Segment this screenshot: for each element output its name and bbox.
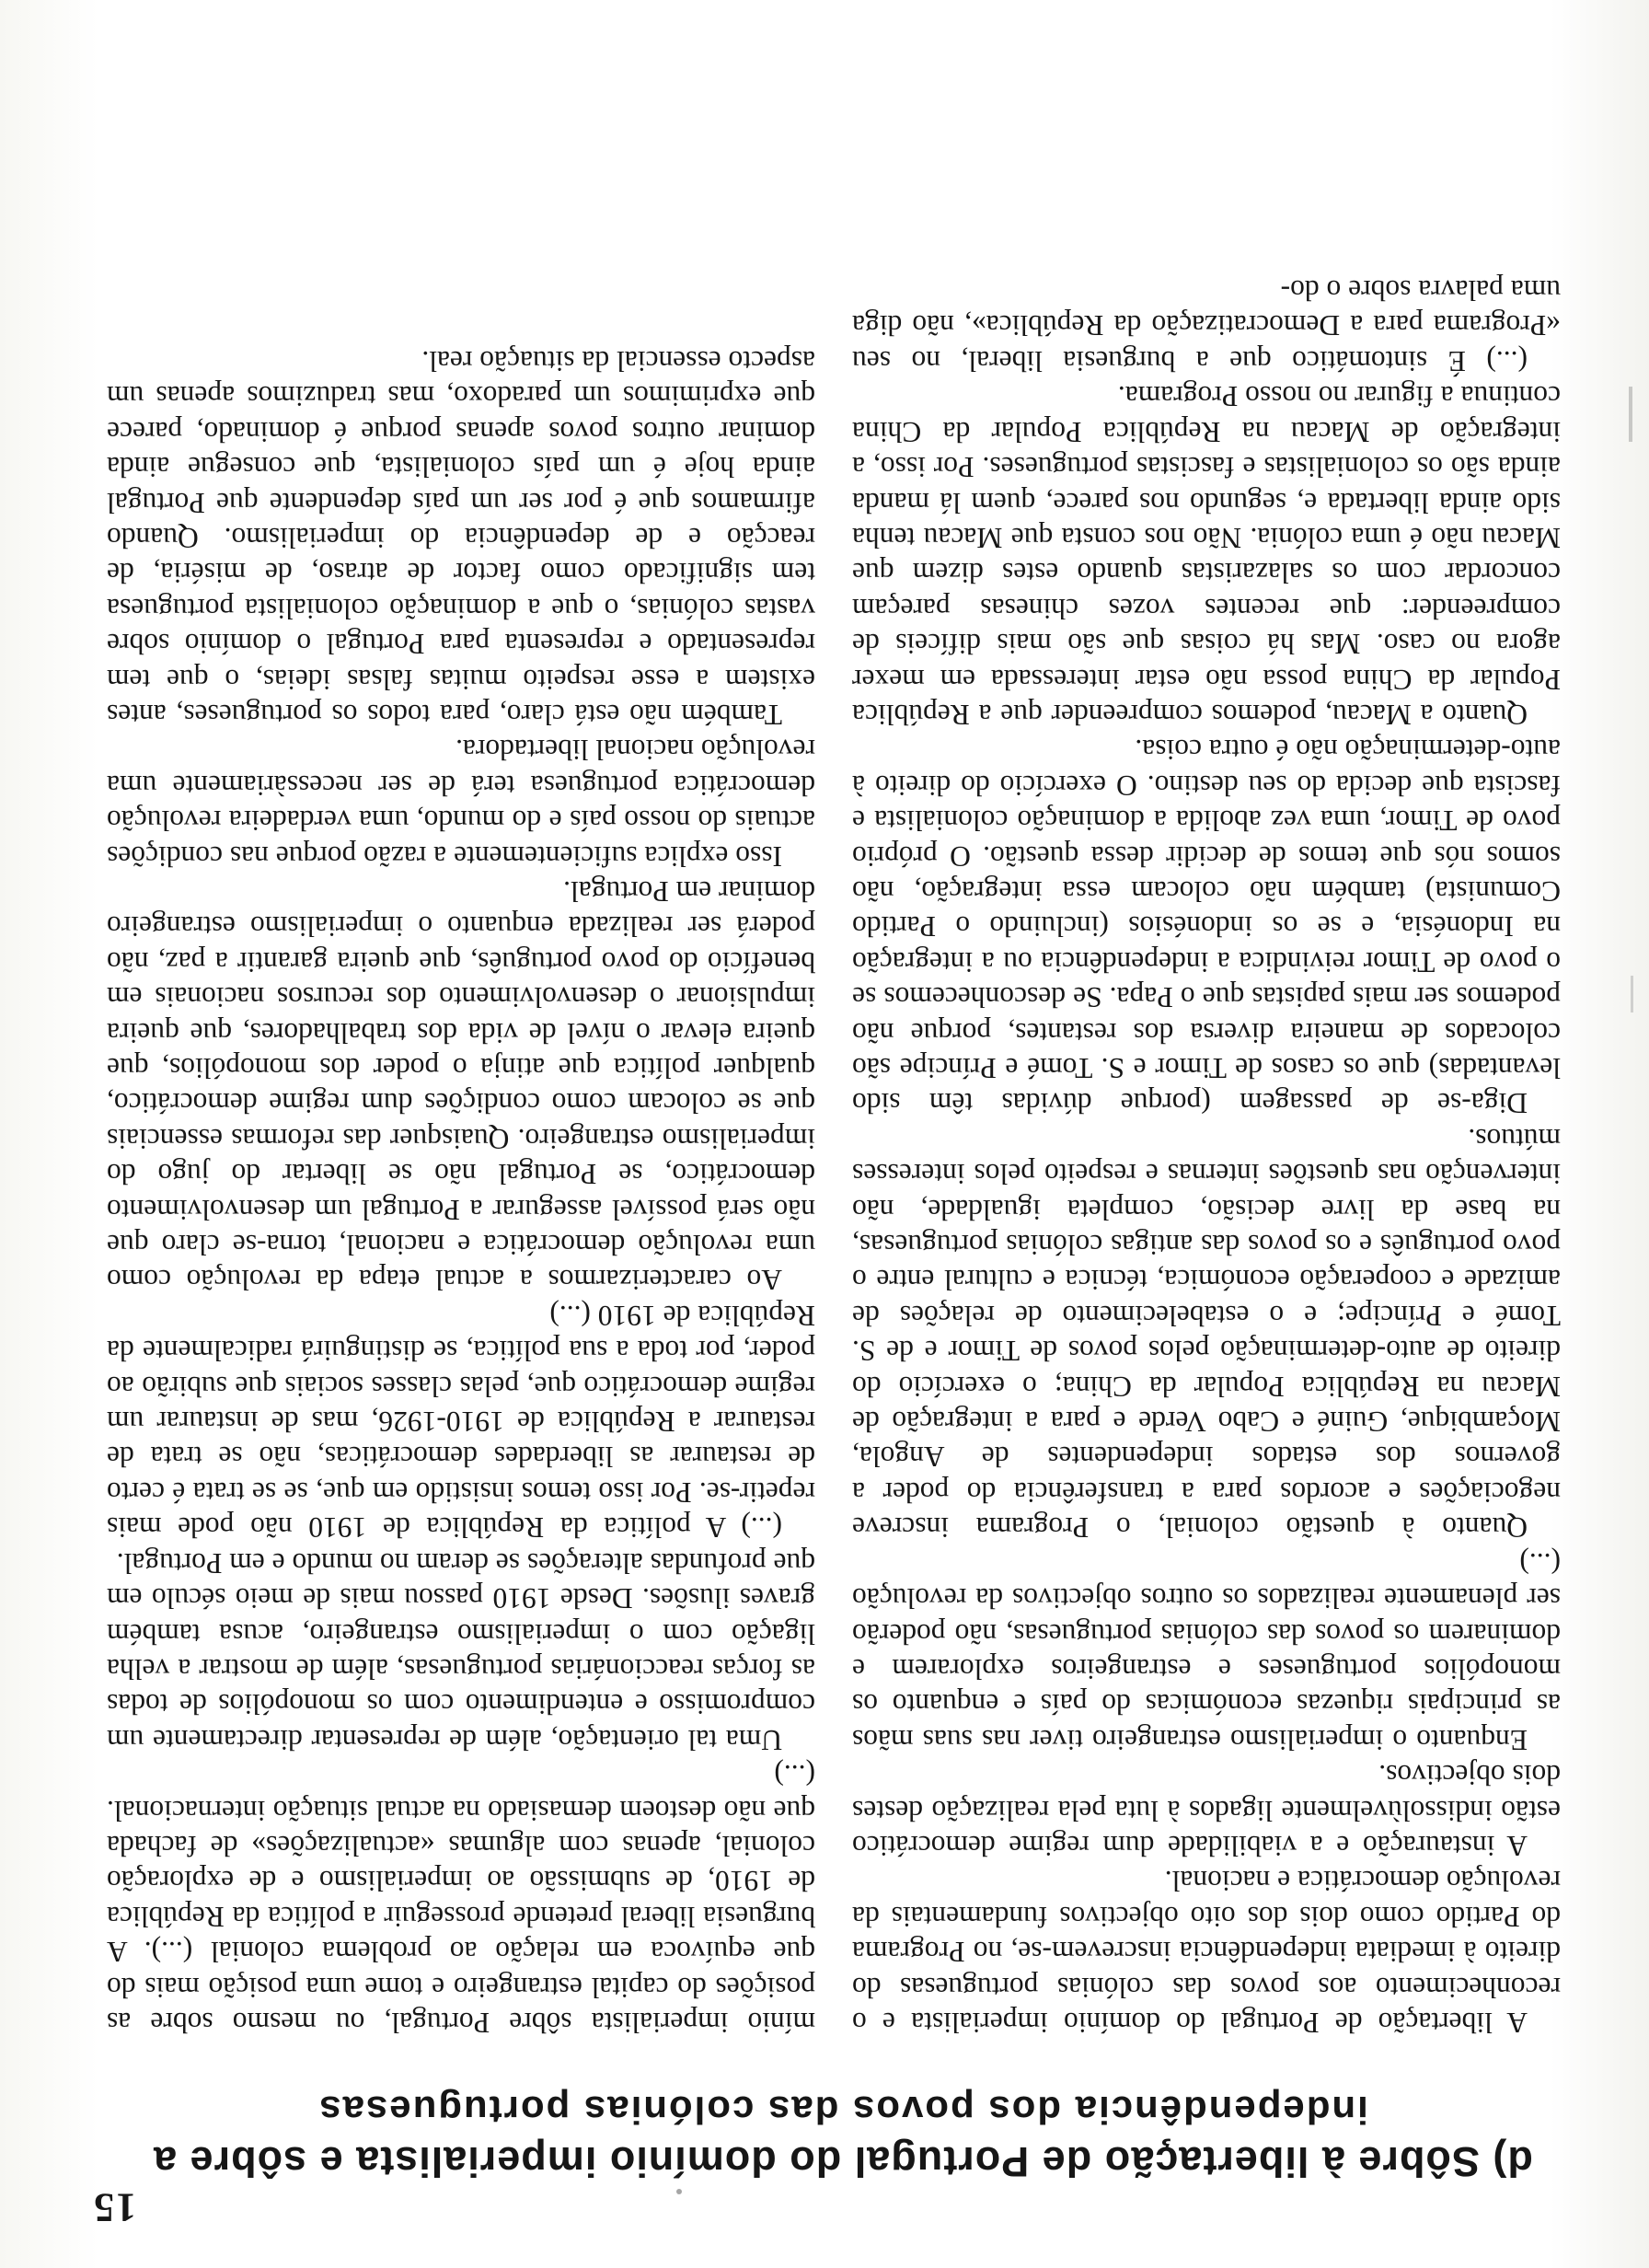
section-heading-line-1: d) Sôbre à libertação de Portugal do domínio imperialista e sôbre a (153, 2138, 1533, 2185)
paragraph: Enquanto o imperialismo estrangeiro tiver nas suas mãos as principais riquezas económicas do país e enquanto os monopólios portugueses e estrangeiros explorarem e dominarem os povos das colónias portuguesas, não poderão ser plenamente realizados os outros objectivos da revolução (...) (852, 1546, 1561, 1756)
paragraph: A libertação de Portugal do domínio imperialista e o reconhecimento aos povos das colónias portuguesas do direito à imediata independência inscrevem-se, no Programa do Partido como dois dos oito objectivos fundamentais da revolução democrática e nacional. (852, 1865, 1561, 2039)
section-heading (125, 2084, 1561, 2187)
paragraph: Ao caracterizarmos a actual etapa da revolução como uma revolução democrática e nacional, torna-se claro que não será possível assegurar a Portugal um desenvolvimento democrático, se Portugal não se libertar do jugo do imperialismo estrangeiro. Quaisquer das reformas essenciais que se colocam como condições dum regime democrático, qualquer política que atinja o poder dos monopólios, que queira elevar o nível de vida dos trabalhadores, que queira impulsionar o desenvolvimento dos recursos nacionais em benefício do povo português, que queira garantir a paz, não poderá ser realizada enquanto o imperialismo estrangeiro dominar em Portugal. (107, 875, 815, 1297)
paragraph: (...) É sintomático que a burguesia liberal, no seu «Programa para a Democratização da República», não diga uma palavra sobre o do- (852, 274, 1561, 377)
text-columns (107, 61, 1561, 2040)
page-number: 15 (92, 2185, 136, 2230)
paragraph: mínio imperialista sôbre Portugal, ou mesmo sobre as posições do capital estrangeiro e tome uma posição mais do que equívoca em relação ao problema colonial (...). A burguesia liberal pretende prosseguir a política da República de 1910, de submissão ao imperialismo e de exploração colonial, apenas com algumas «actualizações» de fachada que não destoem demasiado na actual situação internacional. (...) (107, 1759, 815, 2039)
paragraph: Diga-se de passagem (porque dúvidas têm sido levantadas) que os casos de Timor e S. Tomé e Príncipe são colocados de maneira diversa dos restantes, porque não podemos ser mais papistas que o Papa. Se desconhecemos se o povo de Timor reivindica a independência ou a integração na Indonésia, e se os indonésios (incluindo o Partido Comunista) também não colocam essa integração, não somos nós que temos de decidir dessa questão. O próprio povo de Timor, uma vez abolida a dominação colonialista e fascista que decida do seu destino. O exercício do direito à auto-determinação não é outra coisa. (852, 734, 1561, 1120)
paragraph: A instauração e a viabilidade dum regime democrático estão indissolùvelmente ligados à luta pela realização destes dois objectivos. (852, 1759, 1561, 1862)
left-column (852, 61, 1561, 2040)
right-column (107, 61, 815, 2040)
page-content (92, 50, 1561, 2231)
paragraph: (...) A política da República de 1910 não pode mais repetir-se. Por isso temos insistido em que, se se trata é certo de restaurar as liberdades democráticas, não se trata de restaurar a República de 1910-1926, mas de instaurar um regime democrático que, pelas classes sociais que subirão ao poder, por toda a sua política, se distinguirá radicalmente da República de 1910 (...) (107, 1299, 815, 1545)
paragraph: Uma tal orientação, além de representar directamente um compromisso e entendimento com os monopólios de todas as forças reaccionárias portuguesas, além de mostrar a velha ligação com o imperialismo estrangeiro, acusa também graves ilusões. Desde 1910 passou mais de meio século em que profundas alterações se deram no mundo e em Portugal. (107, 1546, 815, 1756)
paragraph: Também não está claro, para todos os portugueses, antes existem a esse respeito muitas falsas ideias, o que tem representado e representa para Portugal o domínio sobre vastas colónias, o que a dominação colonialista portuguesa tem significado como factor de atraso, de miséria, de reacção e de dependência do imperialismo. Quando afirmamos que é por ser um país dependente que Portugal ainda hoje é um país colonialista, que consegue ainda dominar outros povos apenas porque é dominado, parece que exprimimos um paradoxo, mas traduzimos apenas um aspecto essencial da situação real. (107, 344, 815, 731)
paragraph: Quanto a Macau, podemos compreender que a República Popular da China possa não estar interessada em mexer agora no caso. Mas há coisas que são mais difíceis de compreender: que recentes vozes chinesas pareçam concordar com os salazaristas quando estes dizem que Macau não é uma colónia. Não nos consta que Macau tenha sido ainda libertada e, segundo nos parece, quem lá manda ainda são os colonialistas e fascistas portugueses. Por isso, a integração de Macau na República Popular da China continua a figurar no nosso Programa. (852, 380, 1561, 731)
paragraph: Quanto à questão colonial, o Programa inscreve negociações e acordos para a transferência do poder a governos dos estados independentes de Angola, Moçambique, Guiné e Cabo Verde e para a integração de Macau na República Popular da China; o exercício do direito de auto-determinação pelos povos de Timor e de S. Tomé e Príncipe; e o estabelecimento de relações de amizade e cooperação económica, técnica e cultural entre o povo português e os povos das antigas colónias portuguesas, na base da livre decisão, completa igualdade, não intervenção nas questões internas e respeito pelos interesses mútuos. (852, 1122, 1561, 1545)
section-heading-line-2: independência dos povos das colónias portuguesas (317, 2089, 1368, 2132)
paragraph: Isso explica suficientemente a razão porque nas condições actuais do nosso país e do mundo, uma verdadeira revolução democrática portuguesa terá de ser necessàriamente uma revolução nacional libertadora. (107, 734, 815, 873)
